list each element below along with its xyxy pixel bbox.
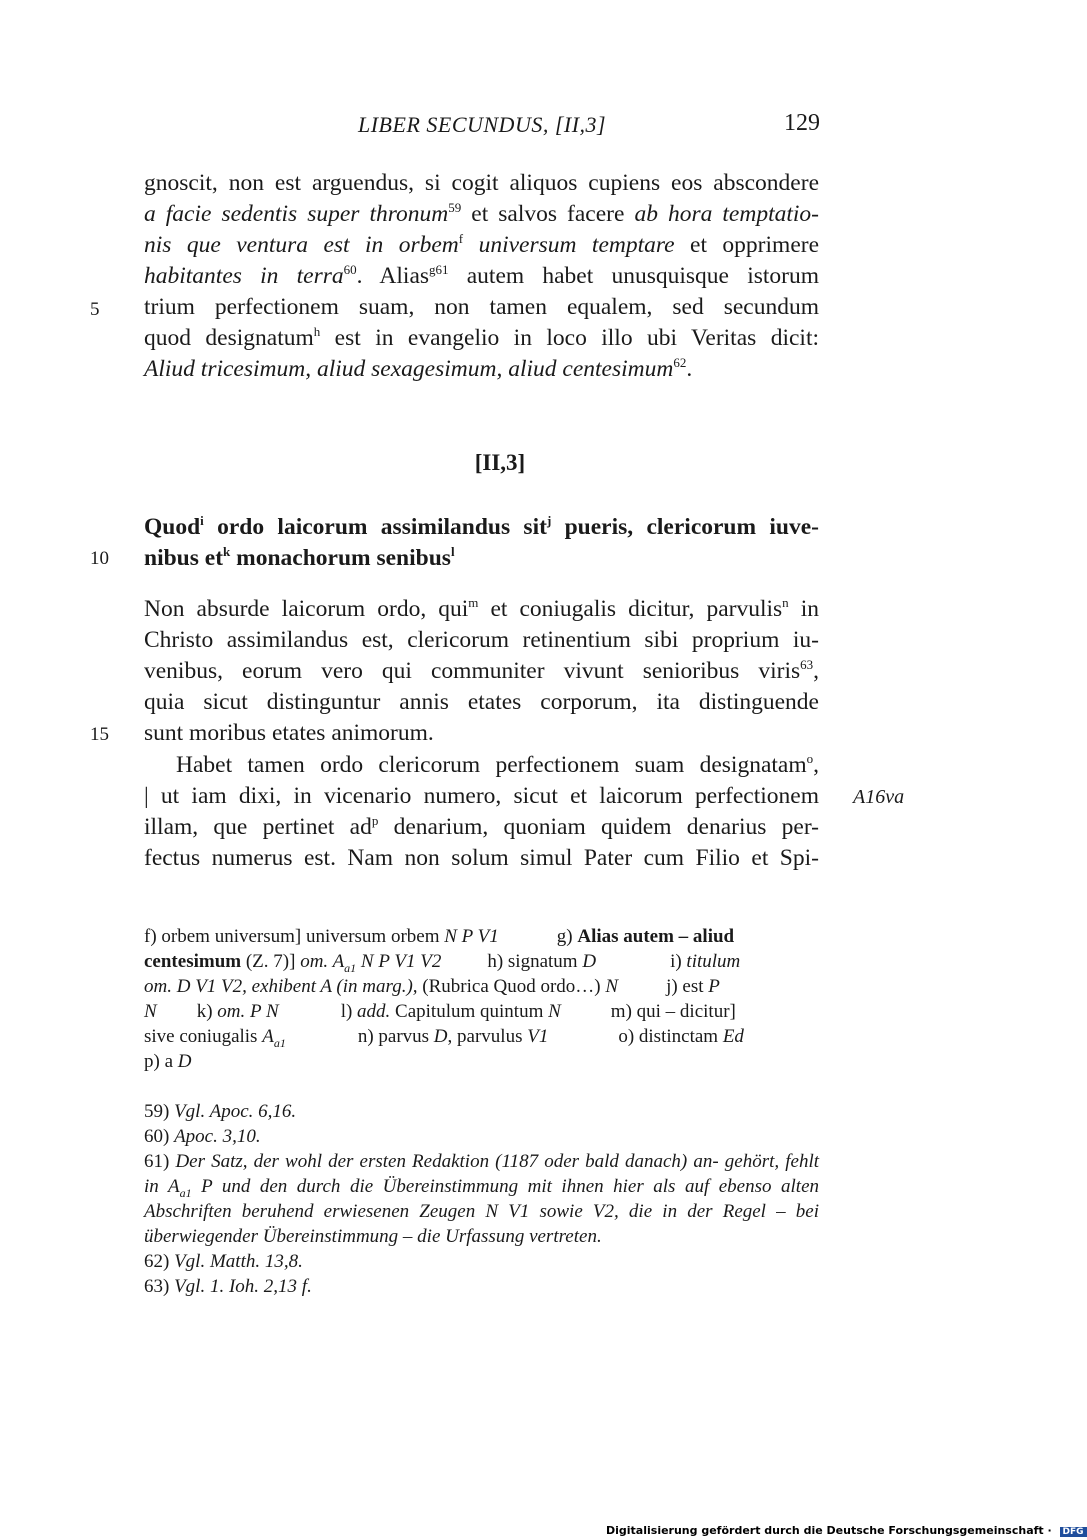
digitization-credit: Digitalisierung gefördert durch die Deutsche Forschungsgemeinschaft · DFG	[606, 1524, 1087, 1537]
apparatus-line: f) orbem universum] universum orbem N P V1 g) Alias autem – aliud	[144, 926, 735, 947]
apparatus-line: sive coniugalis $A_{a1}$ n) parvus D, parvulus V1 o) distinctam Ed	[144, 1026, 744, 1050]
page-number: 129	[784, 110, 820, 136]
margin-note: A16va	[853, 786, 905, 808]
footnote: 59) Vgl. Apoc. 6,16.	[144, 1101, 297, 1122]
text-line: quia sicut distinguntur annis etates corporum, ita distinguende	[144, 689, 819, 715]
apparatus-line: centesimum (Z. 7)] om. $A_{a1}$ N P V1 V2 h) signatum D i) titulum	[144, 951, 741, 975]
text-line: Aliud tricesimum, aliud sexagesimum, aliud centesimum$^{62}$.	[144, 355, 693, 382]
footnote: 61) Der Satz, der wohl der ersten Redaktion (1187 oder bald danach) an- gehört, fehlt in $A_{a1}$ P und den durch die Übereinstimmung mit ihnen hier als auf ebenso alten Abschriften beruhend erwiesenen Zeugen N V1 sowie V2, die in der Regel – bei überwiegender Übereinstimmung – die Urfassung vertreten.	[144, 1151, 820, 1247]
line-number: 15	[90, 724, 109, 745]
line-number: 10	[90, 548, 109, 569]
text-line: habitantes in terra$^{60}$. Alias$^{g61}$ autem habet unusquisque istorum	[144, 262, 819, 289]
text-line: illam, que pertinet $ad^p$ denarium, quoniam quidem denarius per-	[144, 813, 819, 840]
footnote: 62) Vgl. Matth. 13,8.	[144, 1251, 303, 1272]
footnote: 63) Vgl. 1. Ioh. 2,13 f.	[144, 1276, 312, 1297]
text-line: | ut iam dixi, in vicenario numero, sicut et laicorum perfectionem	[144, 783, 819, 809]
text-line: fectus numerus est. Nam non solum simul Pater cum Filio et Spi-	[144, 845, 819, 871]
page-header	[144, 112, 820, 144]
apparatus-line: N k) om. P N l) add. Capitulum quintum N m) qui – dicitur]	[144, 1001, 736, 1022]
apparatus-line: om. D V1 V2, exhibent A (in marg.), (Rubrica Quod ordo…) N j) est P	[144, 976, 720, 997]
text-line: Christo assimilandus est, clericorum retinentium sibi proprium iu-	[144, 627, 819, 653]
text-line: gnoscit, non est arguendus, si cogit aliquos cupiens eos abscondere	[144, 170, 819, 196]
critical-apparatus	[144, 924, 819, 1074]
chapter-title-line: Quod$^i$ ordo laicorum assimilandus sit$^j$ pueris, clericorum iuve-	[144, 513, 819, 540]
text-line: venibus, eorum vero qui communiter vivunt senioribus viris$^{63}$,	[144, 657, 819, 684]
chapter-title-line: nibus $et^k$ monachorum senibus$^l$	[144, 544, 455, 571]
text-line: Non absurde laicorum ordo, qui$^m$ et coniugalis dicitur, parvulis$^n$ in	[144, 595, 820, 622]
line-number: 5	[90, 299, 100, 320]
running-title: LIBER SECUNDUS, [II,3]	[358, 112, 607, 137]
text-line: quod designatum$^h$ est in evangelio in loco illo ubi Veritas dicit:	[144, 324, 820, 351]
footnotes	[144, 1099, 819, 1299]
apparatus-line: p) a D	[144, 1051, 192, 1072]
section-heading: [II,3]	[474, 450, 526, 475]
text-line: Habet tamen ordo clericorum perfectionem suam designatam$^o$,	[176, 751, 819, 778]
text-line: sunt moribus etates animorum.	[144, 720, 434, 746]
dfg-logo: DFG	[1060, 1527, 1087, 1537]
footnote: 60) Apoc. 3,10.	[144, 1126, 261, 1147]
text-line: trium perfectionem suam, non tamen equalem, sed secundum	[144, 294, 819, 320]
text-line: a facie sedentis super thronum$^{59}$ et salvos facere ab hora temptatio-	[144, 200, 819, 227]
credit-text: Digitalisierung gefördert durch die Deutsche Forschungsgemeinschaft	[606, 1524, 1044, 1537]
text-line: nis que ventura est in orbem$^f$ universum temptare et opprimere	[144, 231, 820, 258]
